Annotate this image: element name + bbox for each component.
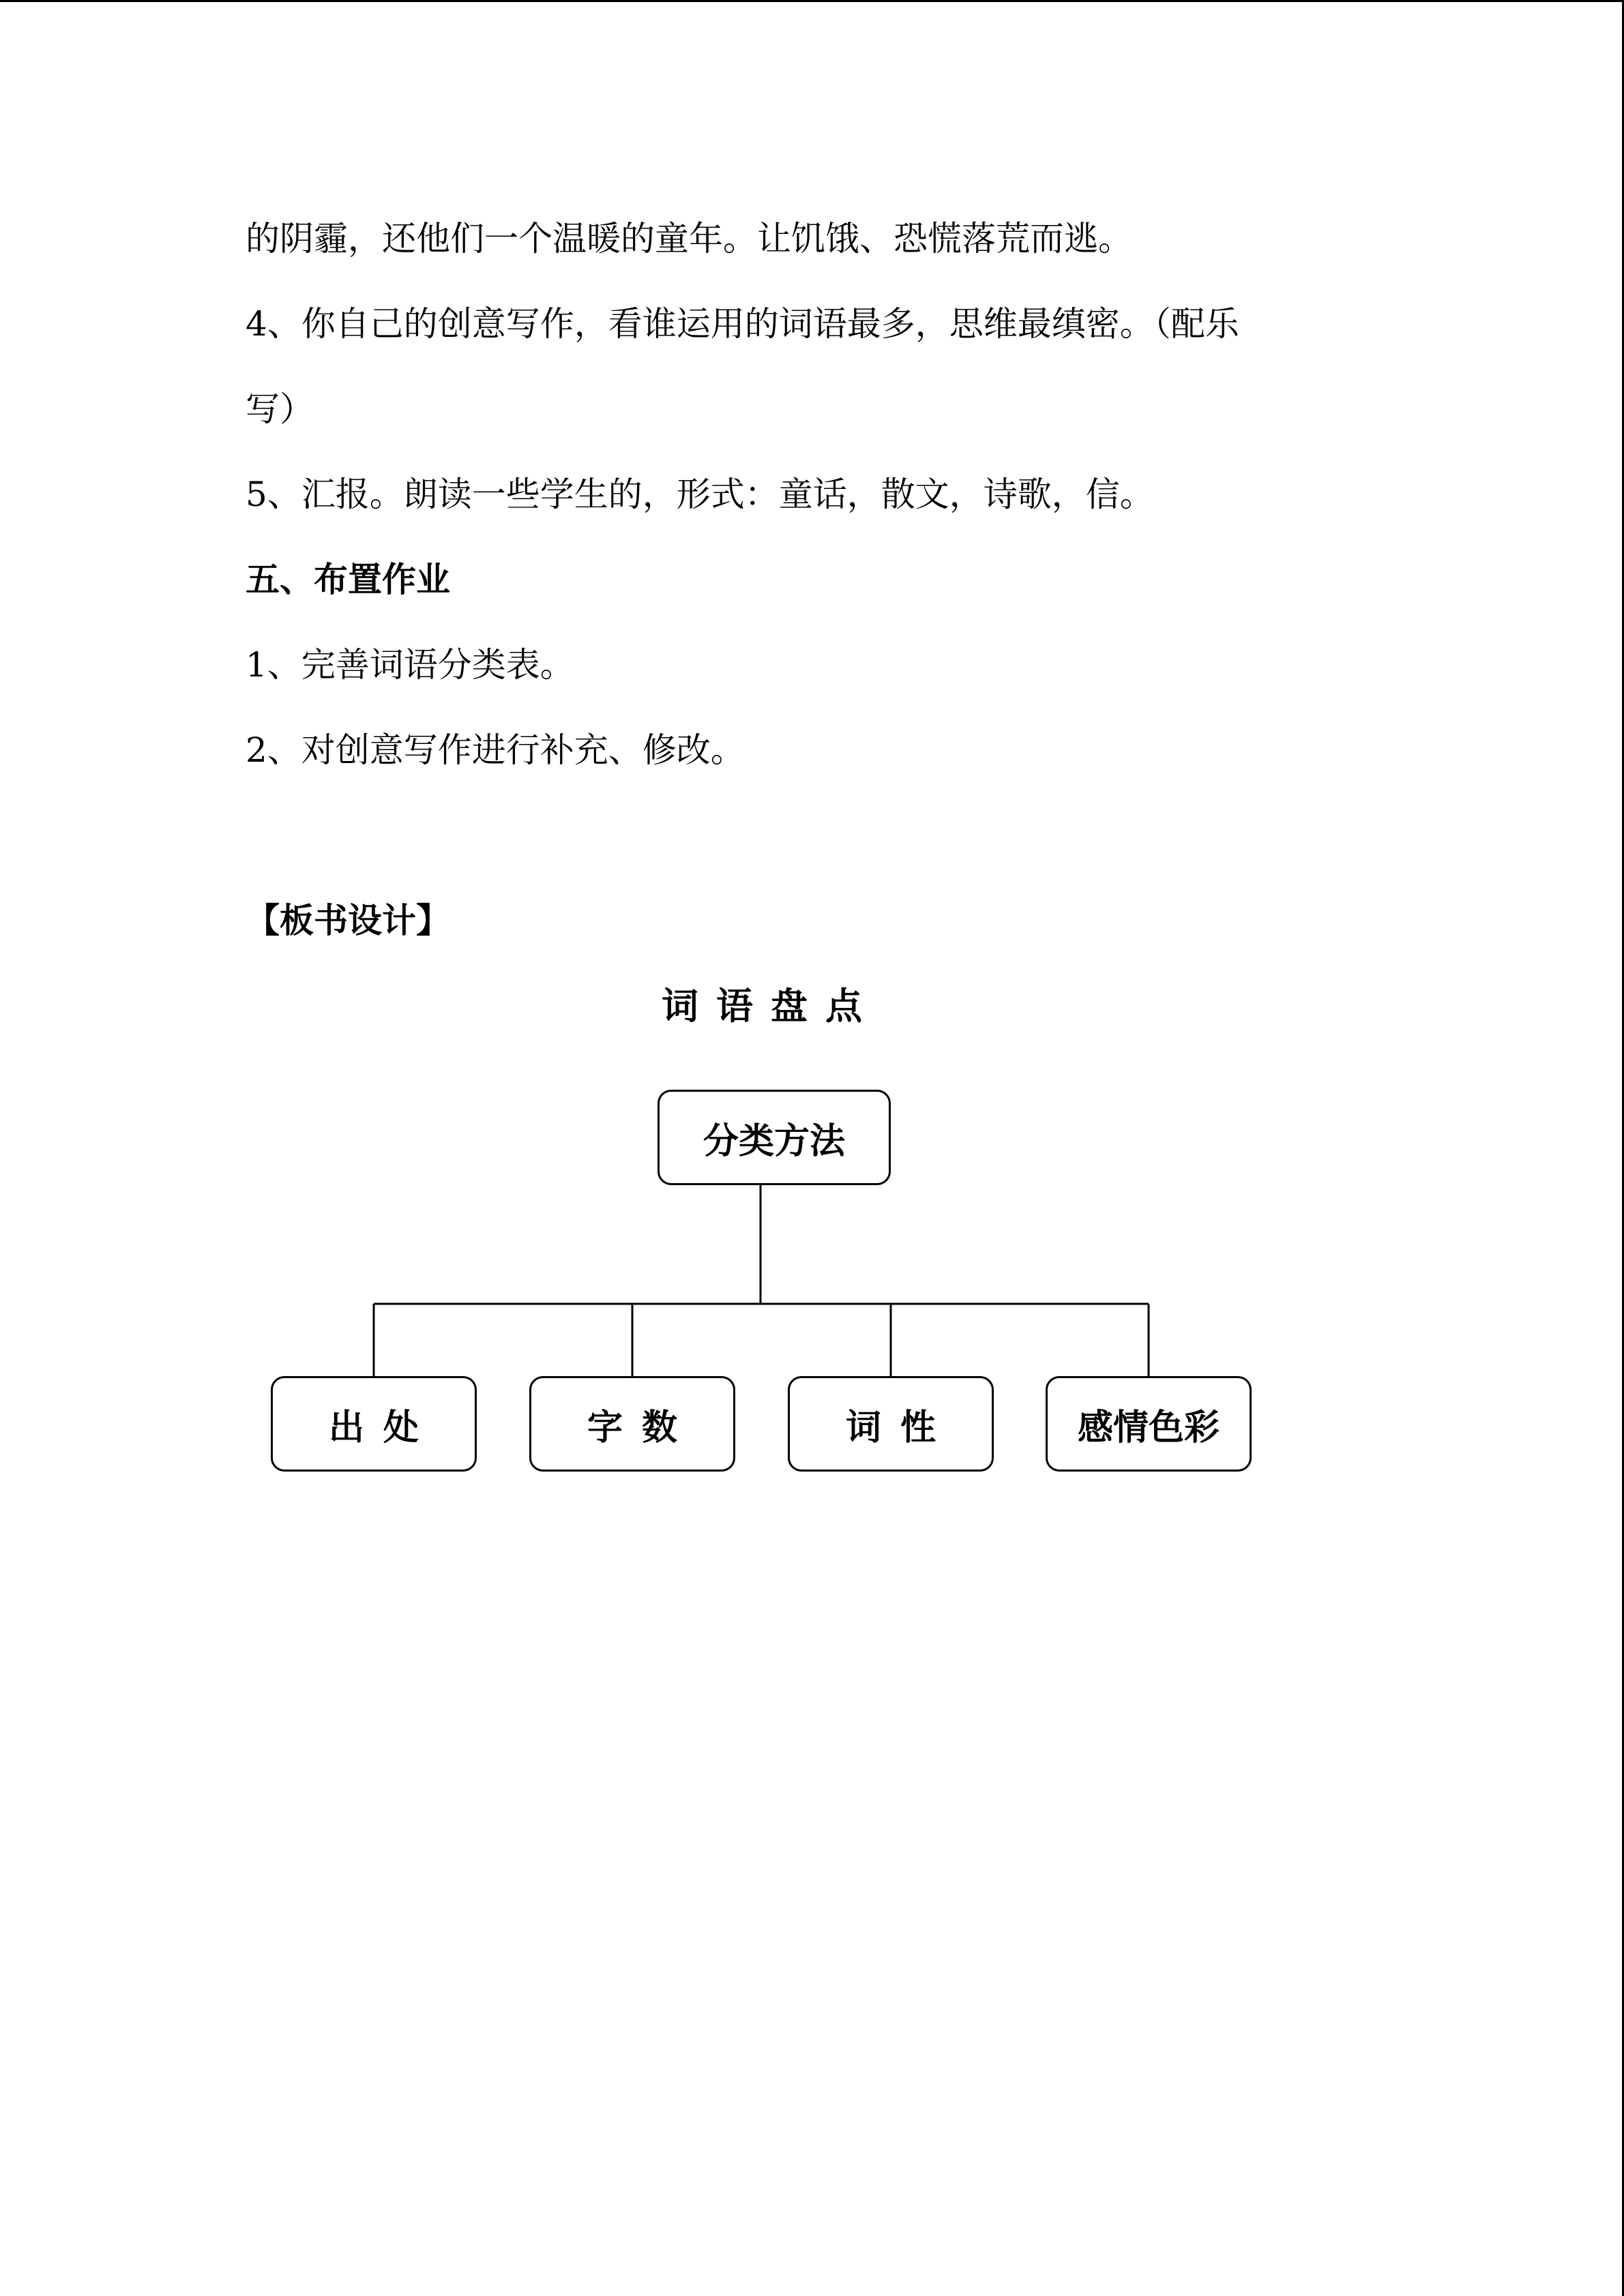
child-node-box-4	[1046, 1376, 1252, 1472]
diagram-title: 词语盘点	[662, 984, 880, 1028]
section-five-heading: 五、布置作业	[246, 559, 450, 599]
homework-item-1: 1、完善词语分类表。	[246, 645, 574, 685]
paragraph-line-3: 写）	[246, 389, 314, 429]
top-border-line	[0, 0, 1624, 2]
child-node-label-4: 感情色彩	[1077, 1406, 1220, 1448]
root-node-box	[658, 1090, 891, 1185]
root-node-label: 分类方法	[703, 1120, 845, 1162]
homework-item-2: 2、对创意写作进行补充、修改。	[246, 730, 745, 770]
board-design-heading: 【板书设计】	[246, 900, 450, 940]
paragraph-line-2: 4、你自己的创意写作，看谁运用的词语最多，思维最缜密。（配乐	[246, 304, 1239, 344]
child-node-label-3: 词性	[845, 1406, 955, 1448]
child-node-label-1: 出处	[328, 1406, 438, 1448]
child-node-box-2	[529, 1376, 735, 1472]
paragraph-line-1: 的阴霾，还他们一个温暖的童年。让饥饿、恐慌落荒而逃。	[246, 219, 1132, 258]
paragraph-line-4: 5、汇报。朗读一些学生的，形式：童话，散文，诗歌，信。	[246, 475, 1154, 514]
child-node-box-3	[788, 1376, 994, 1472]
child-node-box-1	[271, 1376, 477, 1472]
child-node-label-2: 字数	[587, 1406, 696, 1448]
